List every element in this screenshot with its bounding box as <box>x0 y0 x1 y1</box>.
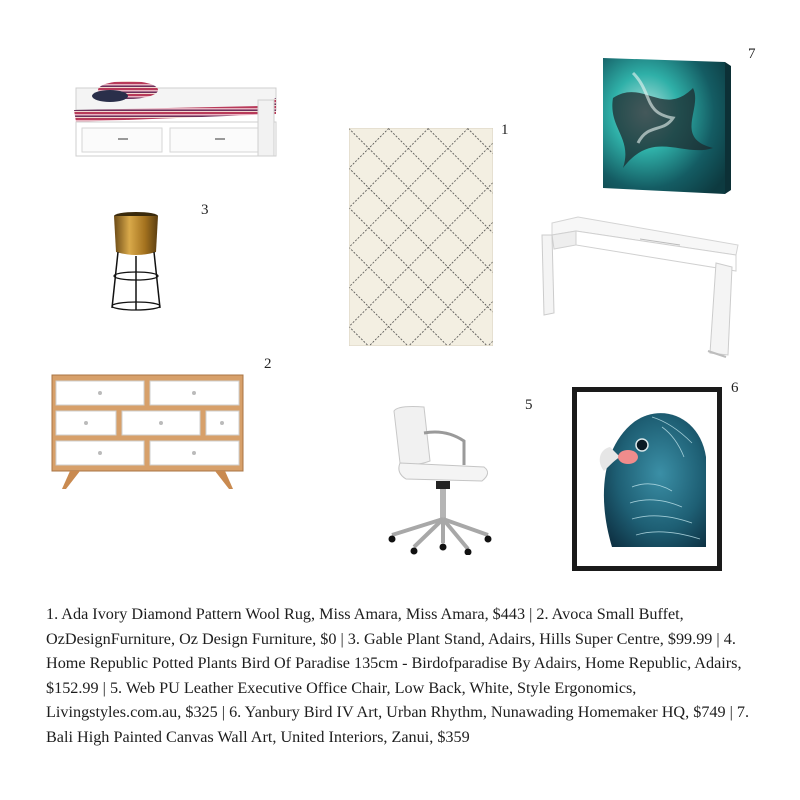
label-2: 2 <box>264 356 272 372</box>
daybed-image[interactable] <box>70 70 280 165</box>
label-6: 6 <box>731 380 739 396</box>
desk-image[interactable] <box>540 215 740 360</box>
bird-art-image[interactable] <box>572 387 722 571</box>
label-5: 5 <box>525 397 533 413</box>
label-7: 7 <box>748 46 756 62</box>
office-chair-image[interactable] <box>384 403 496 555</box>
canvas-art-image[interactable] <box>603 58 731 194</box>
buffet-image[interactable] <box>50 373 245 491</box>
label-1: 1 <box>501 122 509 138</box>
rug-image[interactable] <box>349 128 493 346</box>
plant-stand-image[interactable] <box>108 210 164 312</box>
label-3: 3 <box>201 202 209 218</box>
product-caption: 1. Ada Ivory Diamond Pattern Wool Rug, Miss Amara, Miss Amara, $443 | 2. Avoca Small Buffet, OzDesignFurniture, Oz Design Furniture, $0 | 3. Gable Plant Stand, Adairs, Hills Super Centre, $99.99 | 4. Home Republic Potted Plants Bird Of Paradise 135cm - Birdofparadise By Adairs, Home Republic, Adairs, $152.99 | 5. Web PU Leather Executive Office Chair, Low Back, White, Style Ergonomics, Livingstyles.com.au, $325 | 6. Yanbury Bird IV Art, Urban Rhythm, Nunawading Homemaker HQ, $749 | 7. Bali High Painted Canvas Wall Art, United Interiors, Zanui, $359 <box>46 605 750 746</box>
